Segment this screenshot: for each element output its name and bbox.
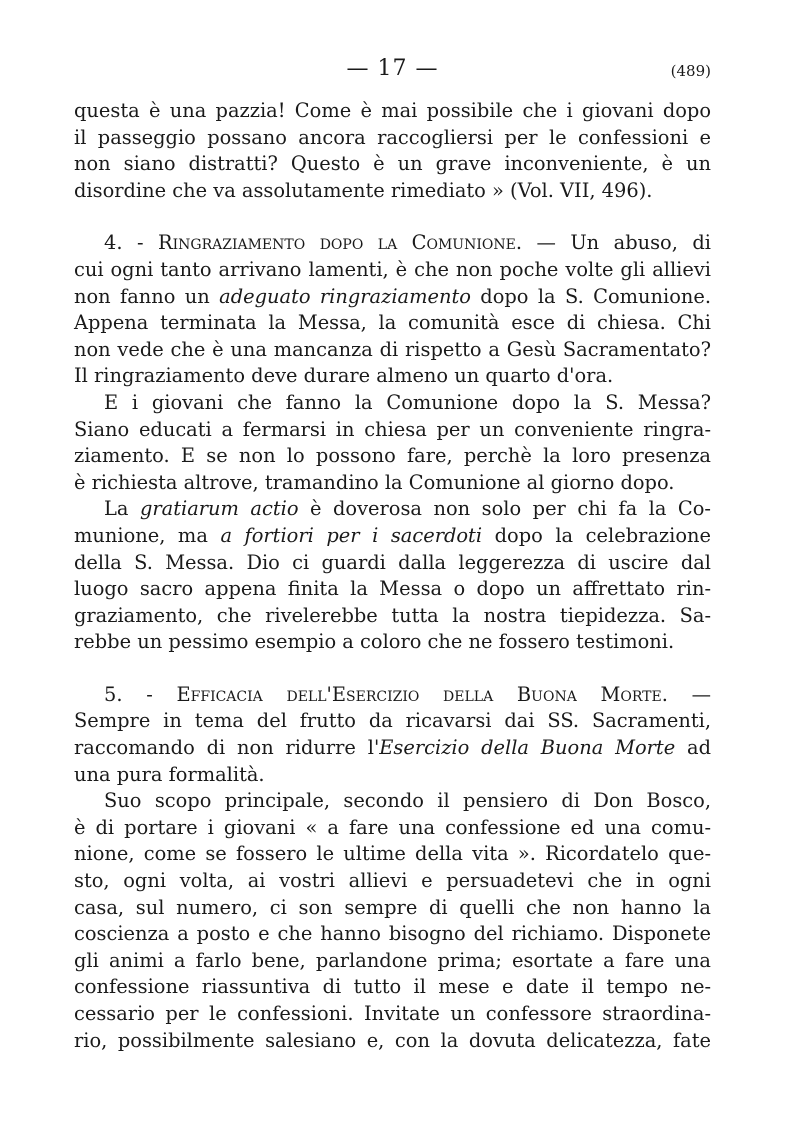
- text-fragment: —: [667, 682, 711, 706]
- section-5: [74, 682, 711, 1054]
- text-line: graziamento, che rivelerebbe tutta la nostra tiepidezza. Sa-: [74, 603, 711, 627]
- text-line: è di portare i giovani « a fare una confessione ed una comu-: [74, 815, 711, 839]
- text-line: [74, 523, 711, 550]
- text-line: rio, possibilmente salesiano e, con la dovuta delicatezza, fate: [74, 1028, 711, 1052]
- emphasis-text: adeguato ringraziamento: [219, 284, 471, 308]
- text-line: coscienza a posto e che hanno bisogno del richiamo. Disponete: [74, 922, 711, 946]
- text-fragment: dopo la S. Comunione.: [470, 284, 711, 308]
- text-line: disordine che va assolutamente rimediato » (Vol. VII, 496).: [74, 178, 653, 202]
- text-line: Sempre in tema del frutto da ricavarsi dai SS. Sacramenti,: [74, 709, 711, 733]
- page-reference: (489): [670, 62, 711, 80]
- section-title: Efficacia dell'Esercizio della Buona Morte.: [176, 682, 668, 706]
- text-fragment: — Un abuso, di: [522, 231, 711, 255]
- text-line: confessione riassuntiva di tutto il mese e date il tempo ne-: [74, 975, 711, 999]
- section-heading-line: [74, 682, 711, 709]
- text-line: il passeggio possano ancora raccogliersi per le confessioni e: [74, 125, 711, 149]
- text-fragment: raccomando di non ridurre l': [74, 736, 380, 760]
- section-number: 4. -: [104, 231, 159, 255]
- text-line: [74, 735, 711, 762]
- text-line: sto, ogni volta, ai vostri allievi e persuadetevi che in ogni: [74, 869, 711, 893]
- page-header: [74, 56, 711, 86]
- text-line: una pura formalità.: [74, 762, 265, 786]
- text-line: gli animi a farlo bene, parlandone prima; esortate a fare una: [74, 948, 711, 972]
- text-fragment: La: [104, 497, 140, 521]
- text-line: Appena terminata la Messa, la comunità esce di chiesa. Chi: [74, 311, 711, 335]
- text-fragment: dopo la celebrazione: [482, 523, 711, 547]
- text-line: cessario per le confessioni. Invitate un confessore straordina-: [74, 1002, 711, 1025]
- section-title: Ringraziamento dopo la Comunione.: [158, 231, 522, 255]
- section-heading-line: [74, 230, 711, 257]
- text-line: è richiesta altrove, tramandino la Comunione al giorno dopo.: [74, 470, 675, 494]
- text-fragment: ad: [675, 736, 711, 760]
- text-line: Il ringraziamento deve durare almeno un quarto d'ora.: [74, 364, 614, 388]
- text-line: non vede che è una mancanza di rispetto a Gesù Sacramentato?: [74, 337, 711, 361]
- text-line: rebbe un pessimo esempio a coloro che ne fossero testimoni.: [74, 630, 675, 654]
- text-line-with-emphasis: [74, 284, 711, 311]
- text-line: luogo sacro appena finita la Messa o dopo un affrettato rin-: [74, 577, 711, 601]
- emphasis-text: gratiarum actio: [139, 497, 299, 521]
- text-line: Suo scopo principale, secondo il pensiero di Don Bosco,: [104, 789, 711, 813]
- text-fragment: è doverosa non solo per chi fa la Co-: [298, 497, 711, 521]
- emphasis-text: a fortiori per i sacerdoti: [220, 523, 483, 547]
- text-line: ziamento. E se non lo possono fare, perchè la loro presenza: [74, 444, 711, 468]
- text-fragment: non fanno un: [74, 284, 220, 308]
- page-number: — 17 —: [346, 56, 439, 81]
- text-line: non siano distratti? Questo è un grave inconveniente, è un: [74, 152, 711, 176]
- section-number: 5. -: [104, 682, 177, 706]
- text-line: E i giovani che fanno la Comunione dopo la S. Messa?: [104, 390, 711, 414]
- section-4: [74, 230, 711, 656]
- text-fragment: munione, ma: [74, 523, 221, 547]
- text-line: Siano educati a fermarsi in chiesa per un conveniente ringra-: [74, 417, 711, 441]
- text-line: cui ogni tanto arrivano lamenti, è che non poche volte gli allievi: [74, 257, 711, 281]
- text-line: della S. Messa. Dio ci guardi dalla leggerezza di uscire dal: [74, 550, 711, 574]
- text-line: casa, sul numero, ci son sempre di quelli che non hanno la: [74, 895, 711, 919]
- paragraph-continuation: [74, 98, 711, 204]
- text-line: questa è una pazzia! Come è mai possibile che i giovani dopo: [74, 99, 711, 122]
- emphasis-text: Esercizio della Buona Morte: [379, 736, 676, 760]
- text-line: nione, come se fossero le ultime della vita ». Ricordatelo que-: [74, 842, 711, 866]
- text-line: [74, 496, 711, 523]
- body-text: [74, 98, 711, 1054]
